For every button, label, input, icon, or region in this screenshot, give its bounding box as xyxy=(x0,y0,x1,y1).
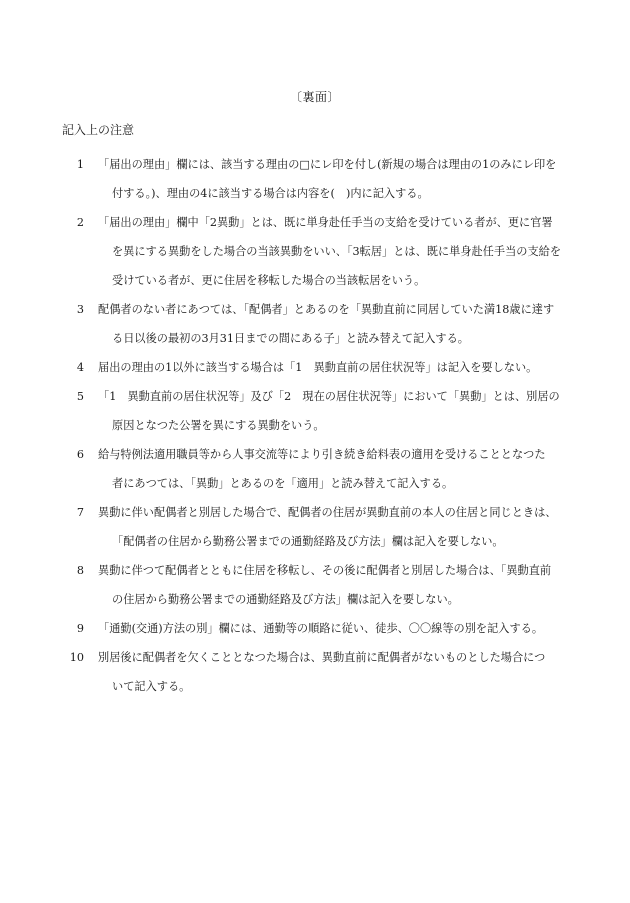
note-text xyxy=(98,643,568,701)
note-text xyxy=(98,382,568,440)
note-number: 1 xyxy=(76,158,84,171)
note-line: 受けている者が、更に住居を移転した場合の当該転居をいう。 xyxy=(112,274,426,287)
note-text xyxy=(98,295,568,353)
note-number: 3 xyxy=(76,303,84,316)
note-item xyxy=(0,382,630,440)
note-line: 別居後に配偶者を欠くこととなつた場合は、異動直前に配偶者がないものとした場合につ xyxy=(98,651,546,664)
note-line: 「通勤(交通)方法の別」欄には、通勤等の順路に従い、徒歩、〇〇線等の別を記入する。 xyxy=(98,622,544,635)
note-number: 9 xyxy=(76,622,84,635)
note-number: 7 xyxy=(76,506,84,519)
note-item xyxy=(0,208,630,295)
note-text xyxy=(98,440,568,498)
note-line: 配偶者のない者にあつては、「配偶者」とあるのを「異動直前に同居していた満18歳に達す xyxy=(98,303,555,316)
note-item xyxy=(0,295,630,353)
note-line: を異にする異動をした場合の当該異動をいい、「3転居」とは、既に単身赴任手当の支給を xyxy=(112,245,562,258)
note-line: 「届出の理由」欄中「2異動」とは、既に単身赴任手当の支給を受けている者が、更に官署 xyxy=(98,216,553,229)
note-text xyxy=(98,556,568,614)
note-item xyxy=(0,498,630,556)
note-item xyxy=(0,353,630,382)
note-line: る日以後の最初の3月31日までの間にある子」と読み替えて記入する。 xyxy=(112,332,469,345)
note-line: 届出の理由の1以外に該当する場合は「1 異動直前の居住状況等」は記入を要しない。 xyxy=(98,361,538,374)
note-line: 「届出の理由」欄には、該当する理由の□にレ印を付し(新規の場合は理由の1のみにレ印を xyxy=(98,158,557,171)
note-line: の住居から勤務公署までの通勤経路及び方法」欄は記入を要しない。 xyxy=(112,593,459,606)
note-line: 異動に伴つて配偶者とともに住居を移転し、その後に配偶者と別居した場合は、「異動直前 xyxy=(98,564,552,577)
note-line: 「配偶者の住居から勤務公署までの通勤経路及び方法」欄は記入を要しない。 xyxy=(112,535,504,548)
note-line: 給与特例法適用職員等から人事交流等により引き続き給料表の適用を受けることとなつた xyxy=(98,448,546,461)
notes-list xyxy=(0,150,630,701)
note-text xyxy=(98,150,568,208)
note-line: 異動に伴い配偶者と別居した場合で、配偶者の住居が異動直前の本人の住居と同じときは、 xyxy=(98,506,557,519)
note-number: 8 xyxy=(76,564,84,577)
note-item xyxy=(0,150,630,208)
note-line: 者にあつては、「異動」とあるのを「適用」と読み替えて記入する。 xyxy=(112,477,454,490)
note-item xyxy=(0,643,630,701)
note-number: 2 xyxy=(76,216,84,229)
note-item xyxy=(0,440,630,498)
note-line: いて記入する。 xyxy=(112,680,191,693)
note-number: 6 xyxy=(76,448,84,461)
note-text xyxy=(98,498,568,556)
note-text xyxy=(98,208,568,295)
page-heading: 〔裏面〕 xyxy=(289,90,340,104)
note-number: 4 xyxy=(76,361,84,374)
note-line: 「1 異動直前の居住状況等」及び「2 現在の居住状況等」において「異動」とは、別居の xyxy=(98,390,560,403)
note-line: 原因となつた公署を異にする異動をいう。 xyxy=(112,419,325,432)
note-line: 付する。)、理由の4に該当する場合は内容を( )内に記入する。 xyxy=(112,187,429,200)
note-text xyxy=(98,614,568,643)
note-item xyxy=(0,556,630,614)
note-text xyxy=(98,353,568,382)
note-number: 10 xyxy=(69,651,84,664)
note-item xyxy=(0,614,630,643)
section-title: 記入上の注意 xyxy=(62,123,135,137)
note-number: 5 xyxy=(76,390,84,403)
